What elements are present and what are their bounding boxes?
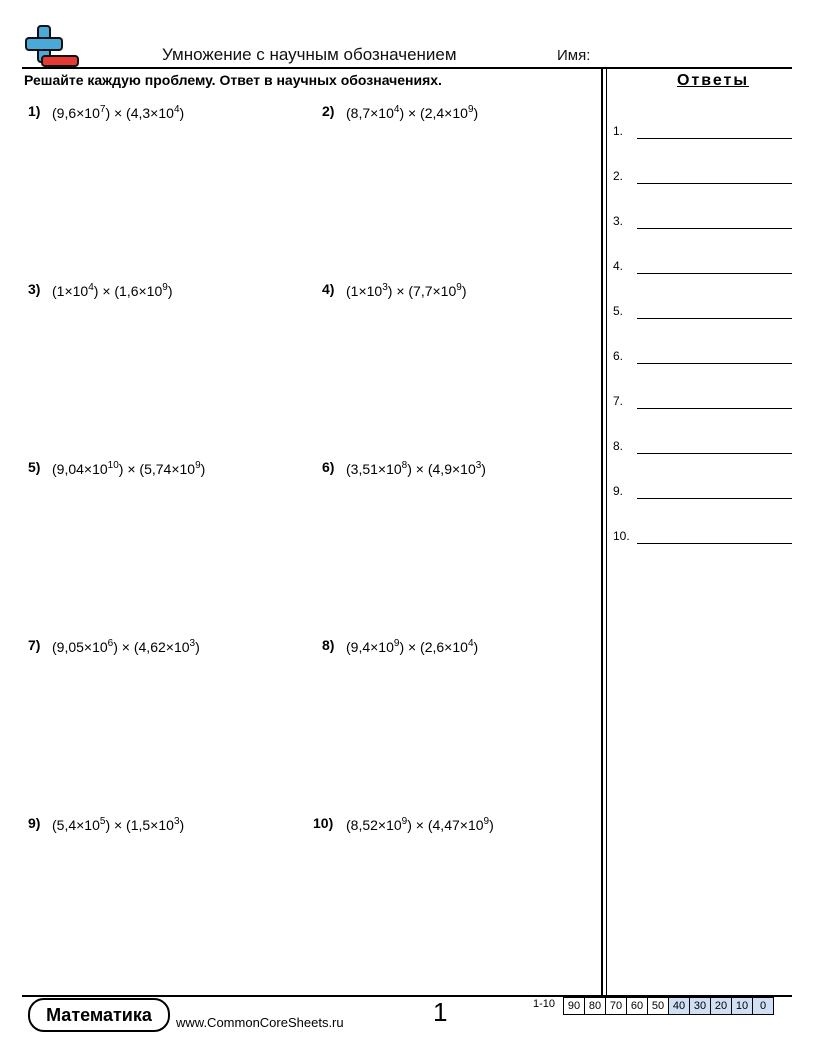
answer-row bbox=[613, 122, 793, 144]
problem-number: 8) bbox=[322, 637, 335, 653]
answer-number: 4. bbox=[613, 259, 624, 273]
answer-number: 2. bbox=[613, 169, 624, 183]
answer-blank[interactable] bbox=[637, 273, 792, 274]
column-divider-inner bbox=[606, 68, 607, 996]
answer-number: 8. bbox=[613, 439, 624, 453]
exponent: 8 bbox=[401, 460, 408, 471]
problem-number: 1) bbox=[28, 103, 41, 119]
expression-part: (9,6×10 bbox=[52, 105, 100, 121]
problem-number: 6) bbox=[322, 459, 335, 475]
score-cell: 30 bbox=[689, 998, 710, 1014]
expression-part: ) bbox=[489, 817, 494, 833]
expression-part: (8,7×10 bbox=[346, 105, 394, 121]
exponent: 6 bbox=[107, 638, 114, 649]
expression-part: (1×10 bbox=[346, 283, 383, 299]
exponent: 3 bbox=[189, 638, 196, 649]
exponent: 9 bbox=[456, 282, 462, 293]
problem-expression bbox=[52, 283, 173, 299]
exponent: 9 bbox=[195, 460, 201, 471]
exponent: 4 bbox=[467, 638, 474, 649]
problem-number: 7) bbox=[28, 637, 41, 653]
answer-blank[interactable] bbox=[637, 498, 792, 499]
problem-number: 3) bbox=[28, 281, 41, 297]
problem-expression bbox=[52, 639, 200, 655]
expression-part: (9,05×10 bbox=[52, 639, 108, 655]
answer-blank[interactable] bbox=[637, 138, 792, 139]
expression-part: ) × (5,74×10 bbox=[118, 461, 196, 477]
problem-expression bbox=[52, 817, 184, 833]
answer-blank[interactable] bbox=[637, 183, 792, 184]
problem-expression bbox=[346, 283, 467, 299]
exponent: 3 bbox=[475, 460, 482, 471]
answer-row bbox=[613, 212, 793, 234]
exponent: 10 bbox=[107, 460, 119, 471]
score-table bbox=[563, 997, 774, 1015]
expression-part: (9,04×10 bbox=[52, 461, 108, 477]
expression-part: (3,51×10 bbox=[346, 461, 402, 477]
answer-number: 3. bbox=[613, 214, 624, 228]
score-cell: 20 bbox=[710, 998, 731, 1014]
exponent: 9 bbox=[162, 282, 168, 293]
answers-heading: Ответы bbox=[676, 72, 750, 89]
problem-number: 9) bbox=[28, 815, 41, 831]
expression-part: ) bbox=[167, 283, 173, 299]
score-cell: 10 bbox=[731, 998, 752, 1014]
expression-part: (8,52×10 bbox=[346, 817, 402, 833]
expression-part: (5,4×10 bbox=[52, 817, 100, 833]
expression-part: ) × (1,6×10 bbox=[93, 283, 163, 299]
expression-part: ) × (1,5×10 bbox=[105, 817, 174, 833]
answer-row bbox=[613, 392, 793, 414]
answer-number: 6. bbox=[613, 349, 624, 363]
score-cell: 90 bbox=[567, 1000, 581, 1012]
site-url: www.CommonCoreSheets.ru bbox=[176, 1015, 344, 1030]
exponent: 5 bbox=[99, 816, 106, 827]
exponent: 9 bbox=[401, 816, 408, 827]
expression-part: ) bbox=[473, 105, 479, 121]
expression-part: ) bbox=[473, 639, 479, 655]
problem-expression bbox=[346, 105, 478, 121]
expression-part: ) × (4,47×10 bbox=[407, 817, 484, 833]
answer-blank[interactable] bbox=[637, 228, 792, 229]
name-label: Имя: bbox=[557, 47, 591, 64]
answer-row bbox=[613, 167, 793, 189]
score-cell: 40 bbox=[668, 998, 689, 1014]
brand-badge: Математика bbox=[28, 998, 170, 1032]
score-cell: 80 bbox=[584, 998, 605, 1014]
answer-number: 10. bbox=[613, 529, 630, 543]
plus-minus-logo-icon bbox=[22, 24, 80, 68]
expression-part: (1×10 bbox=[52, 283, 89, 299]
problem-expression bbox=[346, 461, 486, 477]
column-divider bbox=[601, 68, 603, 996]
expression-part: ) × (7,7×10 bbox=[387, 283, 457, 299]
answer-blank[interactable] bbox=[637, 363, 792, 364]
answer-blank[interactable] bbox=[637, 453, 792, 454]
expression-part: ) bbox=[200, 461, 206, 477]
expression-part: ) × (4,62×10 bbox=[113, 639, 190, 655]
expression-part: ) bbox=[195, 639, 200, 655]
expression-part: ) bbox=[481, 461, 486, 477]
exponent: 7 bbox=[99, 104, 106, 115]
expression-part: ) × (4,3×10 bbox=[105, 105, 174, 121]
answer-row bbox=[613, 437, 793, 459]
answer-blank[interactable] bbox=[637, 318, 792, 319]
answer-row bbox=[613, 482, 793, 504]
exponent: 4 bbox=[393, 104, 400, 115]
expression-part: (9,4×10 bbox=[346, 639, 394, 655]
answer-number: 1. bbox=[613, 124, 624, 138]
expression-part: ) bbox=[179, 817, 185, 833]
instructions: Решайте каждую проблему. Ответ в научных обозначениях. bbox=[24, 72, 442, 88]
page-number: 1 bbox=[433, 997, 448, 1027]
score-cell: 70 bbox=[605, 998, 626, 1014]
answer-row bbox=[613, 527, 793, 549]
problem-number: 10) bbox=[313, 815, 334, 831]
header-divider bbox=[22, 67, 792, 69]
answer-blank[interactable] bbox=[637, 408, 792, 409]
problem-expression bbox=[346, 639, 478, 655]
answer-row bbox=[613, 302, 793, 324]
expression-part: ) × (2,6×10 bbox=[399, 639, 468, 655]
expression-part: ) × (4,9×10 bbox=[407, 461, 476, 477]
problem-number: 2) bbox=[322, 103, 335, 119]
exponent: 9 bbox=[467, 104, 474, 115]
exponent: 4 bbox=[173, 104, 180, 115]
answer-row bbox=[613, 347, 793, 369]
score-cell: 0 bbox=[752, 998, 773, 1014]
exponent: 9 bbox=[393, 638, 400, 649]
answer-blank[interactable] bbox=[637, 543, 792, 544]
answer-number: 9. bbox=[613, 484, 624, 498]
answer-row bbox=[613, 257, 793, 279]
score-cell: 60 bbox=[626, 998, 647, 1014]
problem-expression bbox=[52, 105, 184, 121]
exponent: 4 bbox=[88, 282, 94, 293]
problem-number: 5) bbox=[28, 459, 41, 475]
exponent: 3 bbox=[173, 816, 180, 827]
expression-part: ) bbox=[179, 105, 185, 121]
worksheet-title: Умножение с научным обозначением bbox=[162, 45, 457, 64]
answer-number: 7. bbox=[613, 394, 624, 408]
score-range-label: 1-10 bbox=[533, 998, 556, 1010]
exponent: 9 bbox=[483, 816, 490, 827]
expression-part: ) bbox=[461, 283, 467, 299]
exponent: 3 bbox=[382, 282, 388, 293]
problem-expression bbox=[52, 461, 205, 477]
answer-number: 5. bbox=[613, 304, 624, 318]
expression-part: ) × (2,4×10 bbox=[399, 105, 468, 121]
problem-expression bbox=[346, 817, 494, 833]
score-cell: 50 bbox=[647, 998, 668, 1014]
problem-number: 4) bbox=[322, 281, 335, 297]
